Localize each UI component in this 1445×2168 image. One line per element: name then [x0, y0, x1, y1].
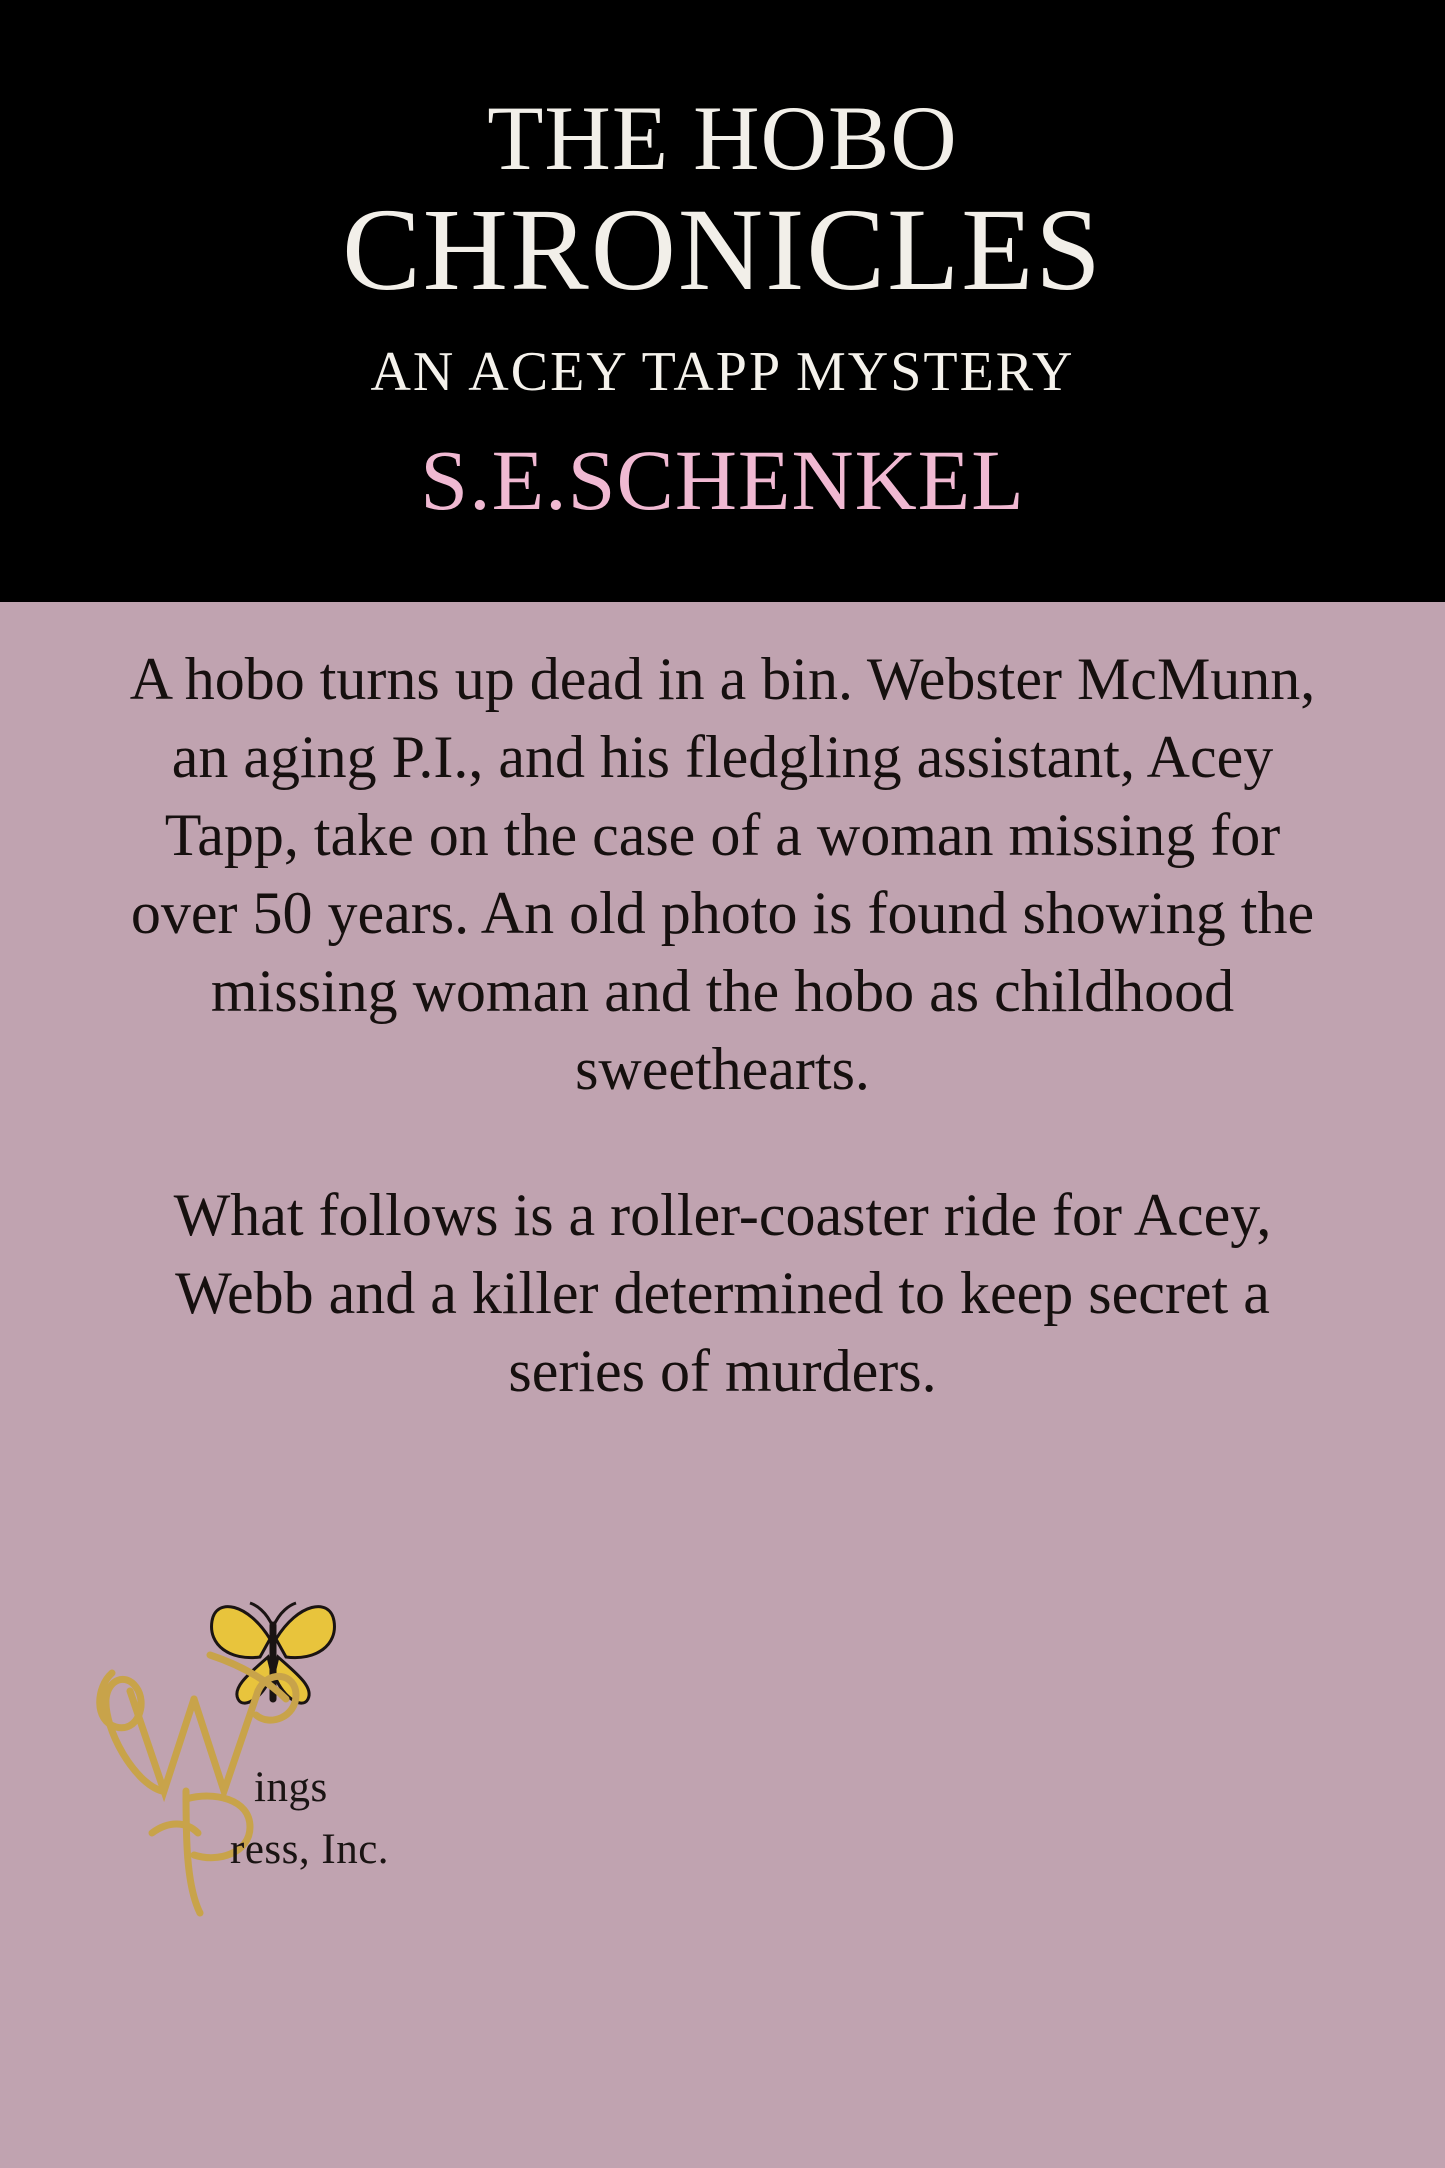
author-name: S.E.SCHENKEL: [420, 432, 1025, 529]
page-title-line-2: CHRONICLES: [342, 184, 1103, 315]
page-title-line-1: THE HOBO: [487, 87, 958, 189]
publisher-logo: [90, 1595, 510, 1925]
title-band: [0, 0, 1445, 602]
series-subtitle: AN ACEY TAPP MYSTERY: [370, 341, 1075, 404]
back-cover-blurb: [0, 640, 1445, 1410]
wings-press-logo-mark: [90, 1595, 510, 1925]
publisher-name-line-2: ress, Inc.: [230, 1826, 390, 1873]
blurb-paragraph-2: What follows is a roller-coaster ride for Acey, Webb and a killer determined to keep secret a series of murders.: [173, 1182, 1272, 1404]
blurb-paragraph-1: A hobo turns up dead in a bin. Webster McMunn, an aging P.I., and his fledgling assistant, Acey Tapp, take on the case of a woman missing for over 50 years. An old photo is found showing the missing woman and the hobo as childhood sweethearts.: [129, 646, 1316, 1102]
publisher-name-line-1: ings: [254, 1764, 328, 1811]
